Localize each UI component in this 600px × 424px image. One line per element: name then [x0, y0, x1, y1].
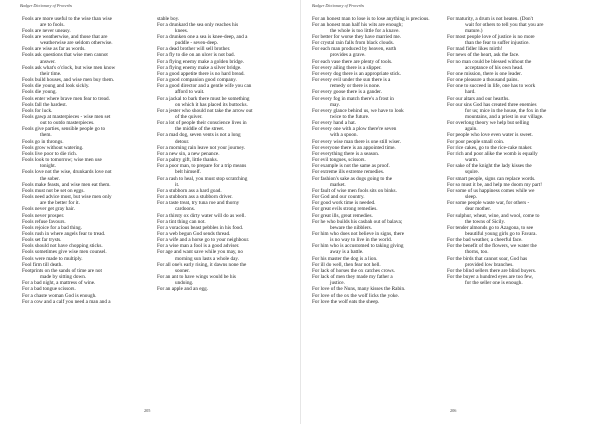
proverb-text: For love of the ox the wolf licks the yoke. [312, 292, 400, 299]
proverb-text: For every hand a hat. [312, 120, 356, 127]
proverb-text: For our sins God has created three enemies [447, 101, 537, 108]
proverb-text: For maturity, a drum is not heaten. (Don't [447, 15, 534, 22]
proverb-text: For fashion's sake as dogs going to the [312, 175, 393, 182]
proverb-text: Fools need advice most, but wise men only [22, 194, 112, 201]
proverb-continuation: mountains, and a priest in our village. [465, 114, 544, 120]
proverb-text: For mad fidler likes mirth! [447, 46, 503, 53]
proverb-text: For love of the Nuns, many kisses the Rabin. [312, 286, 406, 293]
proverb-text: For a cow and a calf you need a man and a [22, 298, 111, 305]
proverb-entry [447, 16, 575, 34]
proverb-continuation: the sober. [40, 175, 60, 182]
proverb-text: For every dog there is an appropriate stick. [312, 70, 402, 77]
proverb-text: Fools go in throngs. [22, 138, 64, 145]
proverb-text: Footprints on the sands of time are not [22, 267, 102, 274]
proverb-entry [22, 114, 150, 126]
proverb-entry [312, 176, 440, 188]
proverb-text: For each vase there are plenty of tools. [312, 58, 393, 65]
proverb-text: For a stubborn ass a hard goad. [157, 187, 222, 194]
proverb-text: For a chaste woman God is enough. [22, 292, 97, 299]
proverb-text: For him who does not believe in signs, there [312, 230, 405, 237]
proverb-continuation: morning sun lasts a whole day. [175, 255, 239, 262]
proverb-text: For extreme ills extreme remedies. [312, 169, 385, 176]
proverb-continuation: weatherwise are seldom otherwise. [40, 40, 113, 47]
proverb-continuation: the middle of the street. [175, 126, 225, 133]
proverb-entry [447, 163, 575, 175]
proverb-text: Fools die young and look sickly. [22, 83, 90, 90]
proverb-continuation: justice. [330, 280, 345, 287]
proverb-text: Fools are wise as far as words. [22, 46, 86, 53]
proverb-text: For an honest man to lose is to lose anything is precious. [312, 15, 430, 22]
proverb-text: For a wise man a fool is a good adviser. [157, 243, 240, 250]
proverb-continuation: are to fools. [40, 21, 65, 28]
proverb-text: For a dead brother will sell brother. [157, 46, 231, 53]
proverb-continuation: sleep. [465, 194, 477, 201]
proverb-text: For a thirsty ox dirty water will do as well. [157, 212, 246, 219]
proverb-text: For a bad night, a mattress of wine. [22, 280, 96, 287]
proverb-entry [157, 274, 285, 286]
proverb-text: Fools make feasts, and wise men eat them. [22, 181, 111, 188]
proverb-continuation: it. [175, 181, 180, 188]
proverb-entry [447, 120, 575, 132]
proverb-entry [22, 299, 150, 305]
proverb-text: For his master the dog is a lion. [312, 255, 378, 262]
proverb-text: For a bad tongue scissors. [22, 286, 76, 293]
proverb-entry [312, 46, 440, 58]
proverb-continuation: provided low branches. [465, 261, 514, 268]
proverb-text: For everyone there is an appointed time. [312, 144, 396, 151]
proverb-continuation: belt himself. [175, 169, 201, 176]
proverb-continuation: out to outdo masterpieces. [40, 120, 95, 127]
proverb-text: For a rash to heal, you must stop scratching [157, 175, 248, 182]
proverb-entry [447, 151, 575, 163]
proverb-continuation: provides a grave. [330, 52, 366, 59]
proverb-text: For ill do well, then fear not hell. [312, 261, 381, 268]
proverb-text: For a poor man, to prepare for a trip means [157, 163, 247, 170]
proverb-text: For the birds that cannot soar, God has [447, 255, 528, 262]
proverb-continuation: warm. [465, 157, 479, 164]
proverb-entry [157, 83, 285, 95]
proverb-text: For a web begun God sends thread. [157, 230, 231, 237]
proverb-text: For a good companion good company. [157, 77, 237, 84]
proverb-text: Fool firm till death. [22, 261, 63, 268]
proverb-text: For a drunken one a sea is knee-deep, and a [157, 33, 248, 40]
proverb-text: For example is not the same as proof. [312, 163, 390, 170]
proverb-text: For lack of men they made my father a [312, 274, 393, 281]
proverb-text: For great ills, great remedies. [312, 212, 373, 219]
proverb-text: For a good director and a gentle wife you can [157, 83, 252, 90]
proverb-text: For all one's early rising, it dawns none the [157, 261, 247, 268]
proverb-entry [312, 231, 440, 243]
proverb-text: For every goose there is a gander. [312, 89, 382, 96]
proverb-continuation: wait for others to tell you that you are [465, 21, 544, 28]
proverb-text: For a fly to die on an ulcer is not bad. [157, 52, 235, 59]
proverb-text: For overlong theory we help but selling [447, 120, 530, 127]
proverb-entry [22, 194, 150, 206]
proverb-text: Fools are weatherwise, and those that are [22, 33, 108, 40]
proverb-continuation: for us; mice in the house, the fox in the [465, 107, 547, 114]
proverb-text: For a flying enemy make a silver bridge. [157, 64, 242, 71]
proverb-text: For rice cakes, go to the rice-cake maker. [447, 144, 533, 151]
proverb-entry [157, 200, 285, 212]
proverb-entry [22, 52, 150, 64]
proverb-text: For each man produced by heaven, earth [312, 46, 397, 53]
proverb-continuation: answer. [40, 58, 56, 65]
proverb-continuation: knees. [175, 27, 189, 34]
proverb-text: For the blind sellers there are blind buyers. [447, 267, 537, 274]
proverb-text: Fools enter where brave men fear to tread. [22, 95, 110, 102]
proverb-text: For evil tongues, scissors. [312, 157, 366, 164]
proverb-entry [312, 77, 440, 89]
proverb-entry [22, 65, 150, 77]
proverb-text: Fools live poor to die rich. [22, 150, 78, 157]
proverb-text: For one to succeed in life, one has to work [447, 83, 536, 90]
proverb-text: For the benefit of the flowers, we water the [447, 243, 537, 250]
proverb-text: For an apple and an egg. [157, 286, 208, 293]
proverb-text: For an honest man half his wits are enough; [312, 21, 403, 28]
proverb-entry [447, 256, 575, 268]
proverb-text: For some of us happiness comes while we [447, 187, 535, 194]
proverb-entry [447, 225, 575, 237]
proverb-continuation: dear mother. [465, 206, 491, 213]
proverb-continuation: are the better for it. [40, 200, 80, 207]
proverb-entry [312, 96, 440, 108]
proverb-continuation: again. [465, 126, 478, 133]
proverb-text: For a mad dog, seven vents is not a long [157, 132, 241, 139]
proverb-entry [447, 102, 575, 120]
proverb-entry [157, 34, 285, 46]
proverb-text: For love the wolf eats the sheep. [312, 298, 380, 305]
running-head: Badger Dictionary of Proverbs [20, 3, 73, 8]
proverb-text: For every glance behind us, we have to look [312, 107, 404, 114]
proverb-entry [22, 268, 150, 280]
proverb-continuation: of the quiver. [175, 114, 203, 120]
proverb-continuation: tonight. [40, 163, 56, 170]
proverb-continuation: sooner. [175, 267, 190, 274]
proverb-entry [157, 120, 285, 132]
running-head: Badger Dictionary of Proverbs [312, 3, 365, 8]
proverb-entry [22, 16, 150, 28]
proverb-text: Fools die young. [22, 89, 57, 96]
proverb-entry [312, 219, 440, 231]
proverb-continuation: mature.) [465, 27, 483, 34]
proverb-continuation: them. [40, 132, 52, 139]
proverb-text: For good work time is needed. [312, 200, 376, 207]
proverb-text: Fools never prosper. [22, 212, 65, 219]
proverb-text: Fools rejoice for a bad thing. [22, 224, 82, 231]
proverb-entry [157, 176, 285, 188]
column-left [312, 16, 440, 305]
proverb-text: For a stubborn ass a stubborn driver. [157, 194, 233, 201]
proverb-entry [22, 126, 150, 138]
proverb-text: Fools were made to multiply. [22, 255, 83, 262]
column-right [157, 16, 285, 293]
proverb-continuation: away is a battle. [330, 249, 364, 256]
proverb-text: For a flying enemy make a golden bridge. [157, 58, 245, 65]
proverb-text: For a new sin, a new penance. [157, 150, 220, 157]
proverb-text: Fools must not be set on eggs. [22, 187, 85, 194]
proverb-text: For the bad weather, a cheerful face. [447, 237, 523, 244]
page-number: 205 [144, 408, 151, 413]
proverb-continuation: for the seller one is enough. [465, 280, 523, 287]
proverb-text: For an ant to have wings would be his [157, 274, 236, 281]
proverb-text: Fools never get gray hair. [22, 206, 75, 213]
proverb-continuation: is no way to live in the world. [330, 237, 392, 244]
proverb-continuation: beware the nibblers. [330, 224, 372, 231]
proverb-entry [22, 157, 150, 169]
proverb-entry [447, 243, 575, 255]
proverb-continuation: afford to wait. [175, 89, 205, 96]
proverb-text: For age and want save while you may, no [157, 249, 243, 256]
proverb-continuation: squire. [465, 169, 479, 176]
proverb-entry [447, 274, 575, 286]
proverb-text: For tender almonds go to Azagona, to see [447, 224, 534, 231]
proverb-text: For sulphur, wheat, wine, and wool, come to [447, 212, 540, 219]
proverb-text: For God and our country. [312, 194, 365, 201]
proverb-text: For a morning rain leave not your journey. [157, 144, 246, 151]
proverb-continuation: the towns of Sicily. [465, 218, 506, 225]
proverb-text: For the buyer a hundred eyes are too few, [447, 274, 533, 281]
proverb-entry [312, 126, 440, 138]
proverb-text: Fools set far trysts. [22, 237, 62, 244]
proverb-text: Fools ask what's o'clock, but wise men know [22, 64, 116, 71]
proverb-continuation: made by sitting down. [40, 274, 87, 281]
proverb-text: Fools sometimes give wise men counsel. [22, 249, 107, 256]
proverb-text: stable boy. [157, 15, 180, 22]
proverb-text: For everything there is a season. [312, 150, 380, 157]
proverb-entry [447, 34, 575, 46]
proverb-entry [157, 22, 285, 34]
proverb-text: For one pleasure a thousand pains. [447, 77, 519, 84]
proverb-text: For a jester who should not take the arrow out [157, 107, 253, 114]
proverb-continuation: cardoons. [175, 206, 196, 213]
proverb-entry [312, 22, 440, 34]
proverb-text: Fools rush in where angels fear to tread. [22, 230, 106, 237]
proverb-text: For news of the heart, ask the face. [447, 52, 520, 59]
proverb-text: Fools fall the hardest. [22, 101, 67, 108]
proverb-entry [447, 200, 575, 212]
proverb-text: For lack of horses the ox catches crows. [312, 267, 395, 274]
proverb-continuation: may. [330, 101, 340, 108]
proverb-text: For a lot of people their conscience lives in [157, 120, 247, 127]
proverb-continuation: their time. [40, 70, 62, 77]
proverb-text: Fools give parties, sensible people go to [22, 126, 106, 133]
proverb-entry [22, 169, 150, 181]
proverb-entry [312, 243, 440, 255]
proverb-entry [157, 286, 285, 292]
proverb-text: For every evil under the sun there is a [312, 77, 391, 84]
proverb-text: Fools are never uneasy. [22, 27, 71, 34]
proverb-continuation: thorns, too. [465, 249, 489, 256]
proverb-continuation: than the fear to suffer injustice. [465, 40, 530, 47]
proverb-text: For a drunkard the sea only reaches his [157, 21, 239, 28]
column-right [447, 16, 575, 287]
proverb-text: For every ailing there is a slipper. [312, 64, 382, 71]
proverb-text: For people who love even water is sweet. [447, 132, 533, 139]
proverb-continuation: with a spoon. [330, 132, 358, 139]
proverb-text: Fools gawp at masterpieces - wise men set [22, 114, 111, 120]
proverb-text: For him who is accustomed to taking giving [312, 243, 404, 250]
proverb-text: For a wife and a horse go to your neighbour. [157, 237, 250, 244]
proverb-entry [447, 59, 575, 71]
proverb-text: For better for worse they have married me. [312, 33, 402, 40]
page-number: 206 [450, 408, 457, 413]
proverb-text: For no man could be blessed without the [447, 58, 532, 65]
proverb-text: For most people love of justice is no more [447, 33, 535, 40]
proverb-text: For every one with a plow there're seven [312, 126, 397, 133]
proverb-text: Fools are more useful to the wise than wise [22, 15, 112, 22]
proverb-entry [157, 96, 285, 108]
column-left [22, 16, 150, 305]
proverb-continuation: detour. [175, 138, 190, 145]
proverb-entry [312, 299, 440, 305]
proverb-text: Fools look to tomorrow; wise men use [22, 157, 102, 164]
proverb-entry [312, 108, 440, 120]
proverb-text: For crystal rain falls from black clouds. [312, 40, 394, 47]
proverb-continuation: beautiful young girls go to Favara. [465, 230, 537, 237]
proverb-text: For poor people small coin. [447, 138, 505, 145]
proverb-entry [157, 262, 285, 274]
proverb-text: For sake of the knight the lady kisses the [447, 163, 532, 170]
proverb-entry [157, 249, 285, 261]
proverb-continuation: hard. [465, 89, 476, 96]
proverb-entry [157, 163, 285, 175]
proverb-continuation: on which it has placed its buttocks. [175, 101, 248, 108]
proverb-text: Fools ask questions that wise men cannot [22, 52, 108, 59]
proverb-text: Fools build houses, and wise men buy them. [22, 77, 115, 84]
proverb-text: For some people waste war, for others - [447, 200, 530, 207]
proverb-text: For every wise man there is one still wiser. [312, 138, 401, 145]
proverb-continuation: remedy or there is none. [330, 83, 381, 90]
proverb-text: Fools refuse favours. [22, 218, 66, 225]
proverb-text: For fault of wise men fools sits on binks. [312, 187, 397, 194]
proverb-continuation: market. [330, 181, 346, 188]
proverb-text: For a good appetite there is no hard bread. [157, 70, 245, 77]
proverb-text: Fools for luck. [22, 107, 53, 114]
proverb-text: Fools grow without watering. [22, 144, 84, 151]
proverb-entry [447, 83, 575, 95]
proverb-text: For a voracious beast pebbles in his food. [157, 224, 244, 231]
proverb-continuation: puddle - seven-deep. [175, 40, 219, 47]
proverb-text: For he who builds his casbah out of balava; [312, 218, 403, 225]
proverb-entry [447, 188, 575, 200]
proverb-entry [22, 34, 150, 46]
proverb-text: For a jackal to bark there must be something [157, 95, 250, 102]
proverb-text: For one mission, there is one leader. [447, 70, 522, 77]
proverb-text: Fools love not the wise, drunkards love not [22, 169, 112, 176]
proverb-continuation: twice to the future. [330, 114, 370, 120]
proverb-text: For great evils strong remedies. [312, 206, 378, 213]
proverb-continuation: acceptance of his own head. [465, 64, 524, 71]
proverb-entry [157, 108, 285, 120]
proverb-text: For smart people, signs can replace words. [447, 175, 536, 182]
proverb-text: For a paltry gift, little thanks. [157, 157, 218, 164]
proverb-entry [312, 274, 440, 286]
proverb-text: For a taste treat, try tuna roe and thorny [157, 200, 240, 207]
proverb-text: For a tint thing can not. [157, 218, 206, 225]
proverb-text: Fools should not have chopping sticks. [22, 243, 103, 250]
proverb-text: For every fog in match there's a frost in [312, 95, 394, 102]
proverb-entry [157, 132, 285, 144]
right-page [300, 0, 600, 424]
proverb-continuation: the whole is too little for a knave. [330, 27, 400, 34]
proverb-text: For our altars and our hearths. [447, 95, 510, 102]
proverb-text: For rich and poor alike the womb is equally [447, 150, 538, 157]
proverb-continuation: undoing. [175, 280, 194, 287]
proverb-entry [447, 213, 575, 225]
proverb-text: For so must it be, and help me doom my part! [447, 181, 542, 188]
